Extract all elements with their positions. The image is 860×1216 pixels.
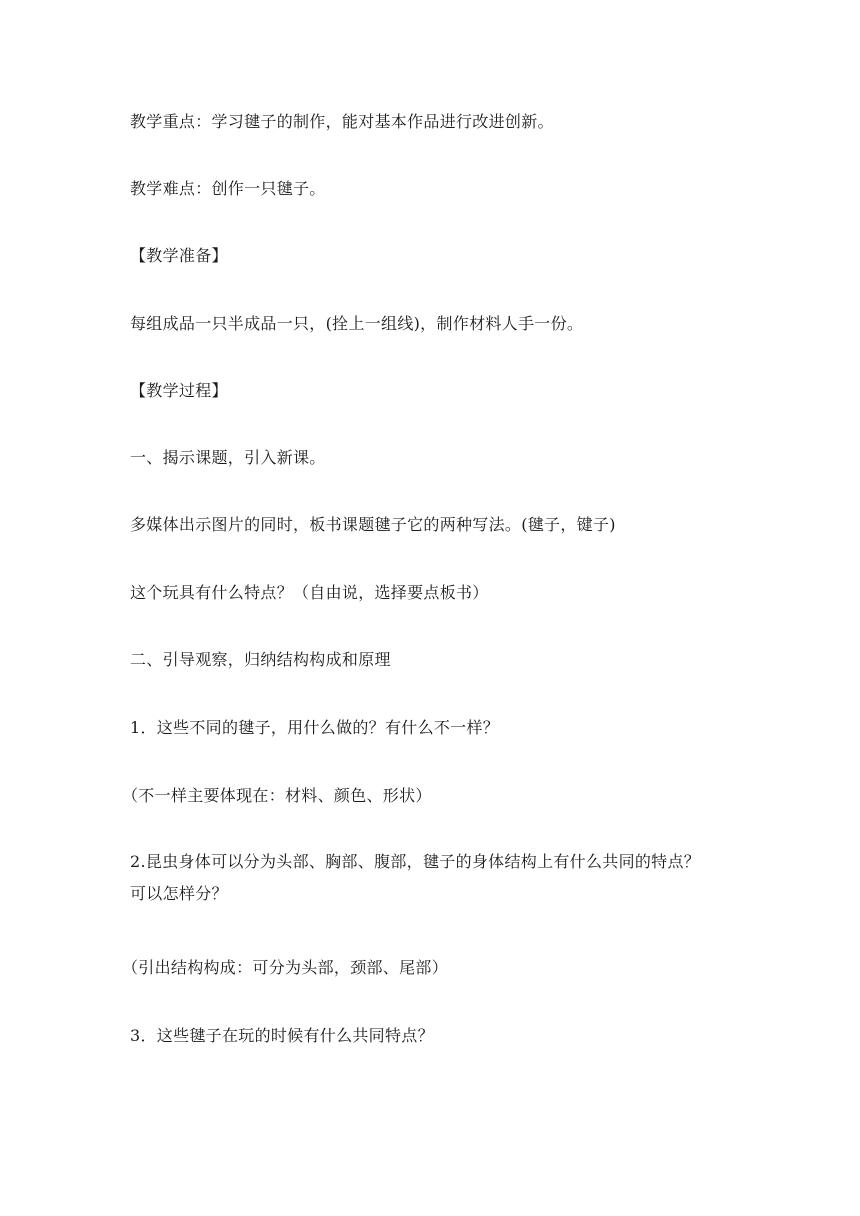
teaching-focus: 教学重点：学习毽子的制作，能对基本作品进行改进创新。 xyxy=(130,112,554,131)
question-one: 1．这些不同的毽子，用什么做的？有什么不一样？ xyxy=(130,718,500,737)
step-two-heading: 二、引导观察，归纳结构构成和原理 xyxy=(130,650,391,669)
teaching-difficulty: 教学难点：创作一只毽子。 xyxy=(130,179,326,198)
question-two-line-one: 2.昆虫身体可以分为头部、胸部、腹部，毽子的身体结构上有什么共同的特点？ xyxy=(130,852,701,871)
section-heading-preparation: 【教学准备】 xyxy=(130,246,228,265)
question-three: 3．这些毽子在玩的时候有什么共同特点？ xyxy=(130,1026,434,1045)
section-heading-process: 【教学过程】 xyxy=(130,381,228,400)
question-two-line-two: 可以怎样分？ xyxy=(130,884,228,903)
preparation-text: 每组成品一只半成品一只，(拴上一组线)，制作材料人手一份。 xyxy=(130,314,584,333)
step-one-heading: 一、揭示课题，引入新课。 xyxy=(130,448,326,467)
answer-two: （引出结构构成：可分为头部，颈部、尾部） xyxy=(122,958,449,977)
step-one-text: 多媒体出示图片的同时，板书课题毽子它的两种写法。(毽子，键子) xyxy=(130,515,616,534)
step-one-question: 这个玩具有什么特点？（自由说，选择要点板书） xyxy=(130,583,489,602)
answer-one: （不一样主要体现在：材料、颜色、形状） xyxy=(122,786,432,805)
